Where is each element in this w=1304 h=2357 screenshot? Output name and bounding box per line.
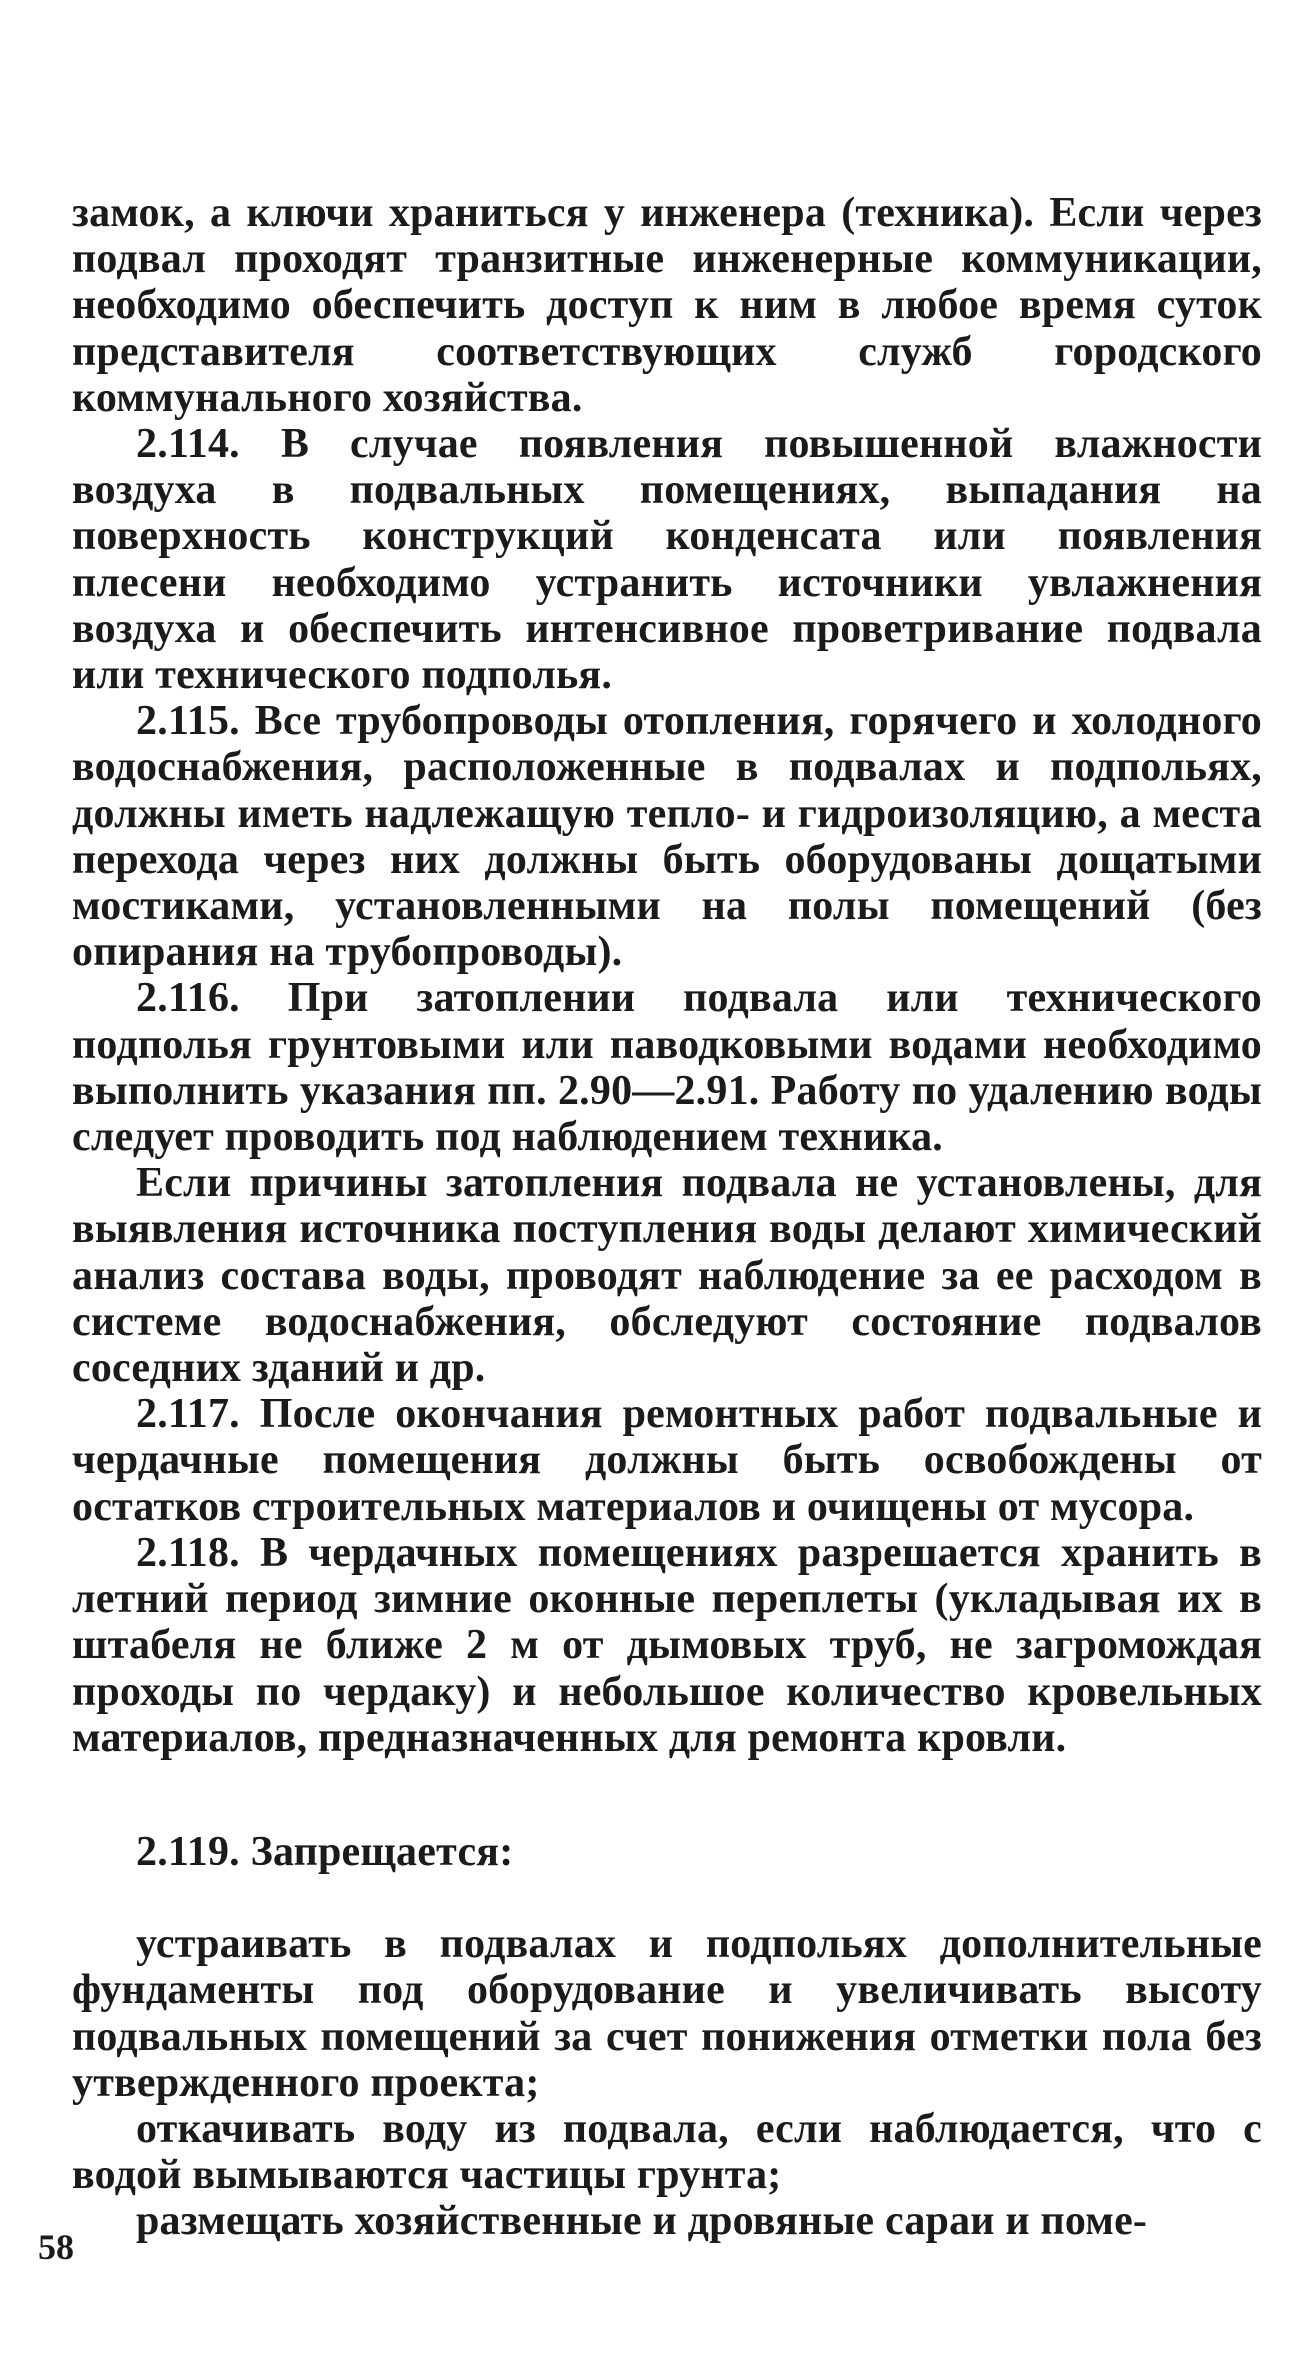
paragraph-continuation: замок, а ключи храниться у инженера (техника). Если через подвал проходят транзитные инженерные коммуникации, необходимо обеспечить доступ к ним в любое время суток представителя соответствующих служб городского коммунального хозяйства. [72,190,1262,421]
section-heading-2-119: 2.119. Запрещается: [136,1828,514,1875]
page-body [72,190,1262,2245]
paragraph-flooding-cause: Если причины затопления подвала не установлены, для выявления источника поступления воды делают химический анализ состава воды, проводят наблюдение за ее расходом в системе водоснабжения, обследуют состояние подвалов соседних зданий и др. [72,1160,1262,1392]
page-number: 58 [38,2227,74,2267]
list-item-foundations: устраивать в подвалах и подпольях дополнительные фундаменты под оборудование и увеличивать высоту подвальных помещений за счет понижения отметки пола без утвержденного проекта; [72,1921,1262,2106]
paragraph-2-115: 2.115. Все трубопроводы отопления, горячего и холодного водоснабжения, расположенные в подвалах и подпольях, должны иметь надлежащую тепло- и гидроизоляцию, а места перехода через них должны быть оборудованы дощатыми мостиками, установленными на полы помещений (без опирания на трубопроводы). [72,698,1262,976]
paragraph-2-117: 2.117. После окончания ремонтных работ подвальные и чердачные помещения должны быть освобождены от остатков строительных материалов и очищены от мусора. [72,1391,1262,1530]
list-item-pumping-water: откачивать воду из подвала, если наблюдается, что с водой вымываются частицы грунта; [72,2105,1262,2199]
paragraph-2-118: 2.118. В чердачных помещениях разрешается хранить в летний период зимние оконные переплеты (укладывая их в штабеля не ближе 2 м от дымовых труб, не загромождая проходы по чердаку) и небольшое количество кровельных материалов, предназначенных для ремонта кровли. [72,1529,1262,1761]
list-item-sheds: размещать хозяйственные и дровяные сараи и поме- [136,2198,1148,2245]
paragraph-2-114: 2.114. В случае появления повышенной влажности воздуха в подвальных помещениях, выпадания на поверхность конструкций конденсата или появления плесени необходимо устранить источники увлажнения воздуха и обеспечить интенсивное проветривание подвала или технического подполья. [72,421,1262,699]
paragraph-2-116: 2.116. При затоплении подвала или технического подполья грунтовыми или паводковыми водами необходимо выполнить указания пп. 2.90—2.91. Работу по удалению воды следует проводить под наблюдением техника. [72,975,1262,1161]
